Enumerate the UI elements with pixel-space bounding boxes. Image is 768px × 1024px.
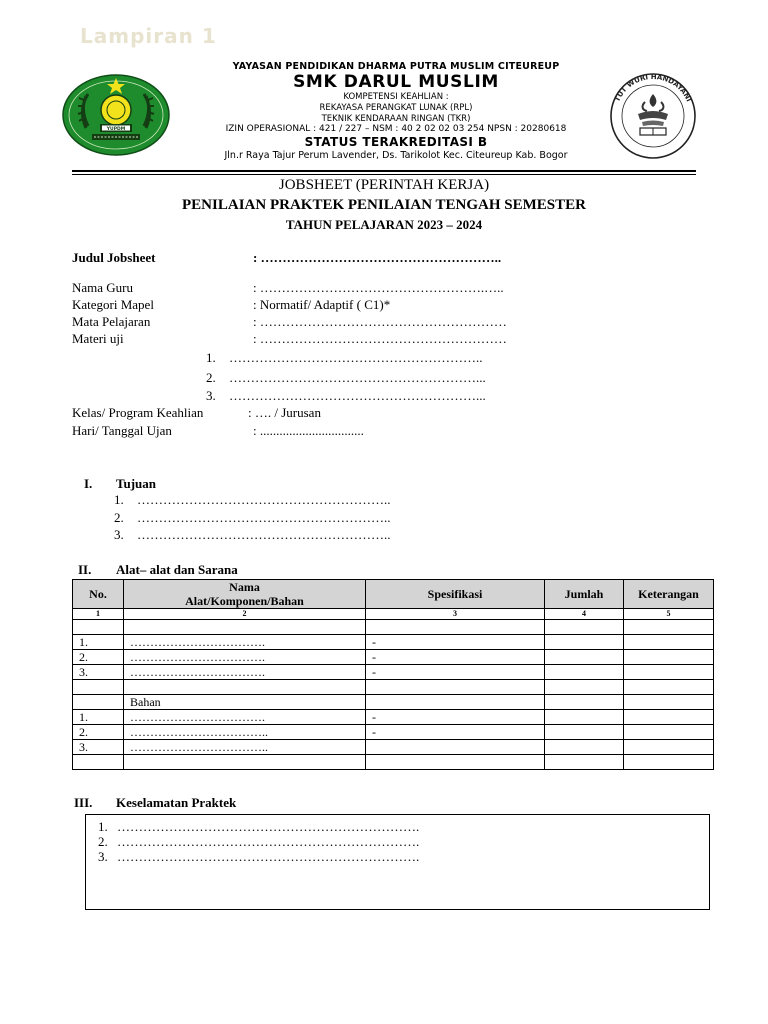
table-row [73, 725, 714, 740]
cell-keterangan[interactable] [624, 665, 714, 680]
materi-item-number: 1. [206, 350, 216, 365]
cell-nama[interactable]: ……………………………. [124, 650, 366, 665]
keselamatan-item-field[interactable]: ……………………………………………………………. [117, 834, 420, 849]
keselamatan-item-number: 1. [98, 819, 108, 834]
cell-spesifikasi[interactable] [366, 755, 545, 770]
letterhead-rule-thick [72, 170, 696, 172]
cell-spesifikasi[interactable] [366, 680, 545, 695]
document-title: JOBSHEET (PERINTAH KERJA) [278, 177, 490, 193]
alat-heading: Alat– alat dan Sarana [116, 562, 238, 577]
foundation-name: YAYASAN PENDIDIKAN DHARMA PUTRA MUSLIM CITEUREUP [232, 61, 560, 72]
keselamatan-item-number: 3. [98, 849, 108, 864]
header-keterangan: Keterangan [624, 580, 714, 609]
cell-nama[interactable]: ……………………………. [124, 665, 366, 680]
guru-label: Nama Guru [72, 280, 134, 295]
cell-keterangan[interactable] [624, 755, 714, 770]
header-nama [124, 580, 366, 609]
keselamatan-heading: Keselamatan Praktek [116, 795, 237, 810]
column-number: 1 [73, 609, 124, 620]
lampiran-watermark: Lampiran 1 [80, 24, 217, 48]
school-address: Jln.r Raya Tajur Perum Lavender, Ds. Tarikolot Kec. Citeureup Kab. Bogor [224, 150, 568, 161]
cell-spesifikasi[interactable]: - [366, 665, 545, 680]
cell-no: 1. [73, 635, 124, 650]
mapel-label: Mata Pelajaran [72, 314, 151, 329]
cell-jumlah[interactable] [545, 665, 624, 680]
tujuan-item-field[interactable]: ………………………………………………….. [137, 492, 391, 507]
cell-keterangan[interactable] [624, 725, 714, 740]
materi-item-number: 3. [206, 388, 216, 403]
column-number: 2 [124, 609, 366, 620]
header-nama-line1: Nama [229, 580, 260, 594]
mapel-field[interactable]: : ………………………………………………… [253, 314, 507, 329]
cell-spesifikasi[interactable]: - [366, 725, 545, 740]
section-number: I. [84, 476, 93, 491]
keselamatan-item-field[interactable]: ……………………………………………………………. [117, 819, 420, 834]
cell-keterangan[interactable] [624, 695, 714, 710]
cell-keterangan[interactable] [624, 650, 714, 665]
table-row [73, 650, 714, 665]
cell-nama[interactable] [124, 755, 366, 770]
competency-title: KOMPETENSI KEAHLIAN : [343, 92, 449, 102]
judul-label: Judul Jobsheet [72, 250, 156, 265]
license-info: IZIN OPERASIONAL : 421 / 227 – NSM : 40 2 02 02 03 254 NPSN : 20280618 [225, 124, 567, 134]
cell-no [73, 620, 124, 635]
cell-spesifikasi[interactable]: - [366, 710, 545, 725]
section-number: III. [74, 795, 93, 810]
cell-jumlah[interactable] [545, 635, 624, 650]
cell-nama[interactable] [124, 680, 366, 695]
cell-no: 3. [73, 665, 124, 680]
column-number-row [73, 609, 714, 620]
table-header-row [73, 580, 714, 609]
cell-keterangan[interactable] [624, 740, 714, 755]
cell-no: 1. [73, 710, 124, 725]
cell-jumlah[interactable] [545, 725, 624, 740]
column-number: 3 [366, 609, 545, 620]
letterhead-rule-thin [72, 174, 696, 175]
header-spesifikasi: Spesifikasi [366, 580, 545, 609]
cell-keterangan[interactable] [624, 680, 714, 695]
header-nama-line2: Alat/Komponen/Bahan [185, 594, 304, 608]
alat-table [72, 579, 714, 770]
school-emblem-logo [62, 74, 170, 156]
cell-jumlah[interactable] [545, 740, 624, 755]
cell-keterangan[interactable] [624, 710, 714, 725]
keselamatan-item-field[interactable]: ……………………………………………………………. [117, 849, 420, 864]
keselamatan-box [85, 814, 710, 910]
table-row [73, 710, 714, 725]
cell-no: 2. [73, 725, 124, 740]
school-name: SMK DARUL MUSLIM [293, 72, 499, 92]
column-number: 4 [545, 609, 624, 620]
materi-item-field[interactable]: ………………………………………………….. [229, 350, 483, 365]
header-jumlah: Jumlah [545, 580, 624, 609]
column-number: 5 [624, 609, 714, 620]
cell-no: 3. [73, 740, 124, 755]
kelas-field[interactable]: : …. / Jurusan [248, 405, 321, 420]
judul-field[interactable]: : ……………………………………………….. [253, 250, 502, 265]
tanggal-label: Hari/ Tanggal Ujan [72, 423, 172, 438]
materi-label: Materi uji [72, 331, 124, 346]
header-no: No. [73, 580, 124, 609]
table-row [73, 695, 714, 710]
cell-spesifikasi[interactable]: - [366, 635, 545, 650]
cell-spesifikasi[interactable] [366, 740, 545, 755]
cell-jumlah[interactable] [545, 680, 624, 695]
tut-wuri-handayani-logo [602, 72, 704, 160]
cell-nama[interactable]: …………………………….. [124, 740, 366, 755]
tujuan-item-number: 3. [114, 527, 124, 542]
materi-item-field[interactable]: …………………………………………………... [229, 370, 486, 385]
table-row [73, 755, 714, 770]
tujuan-item-number: 1. [114, 492, 124, 507]
cell-no [73, 695, 124, 710]
cell-nama[interactable] [124, 620, 366, 635]
cell-jumlah[interactable] [545, 620, 624, 635]
cell-spesifikasi[interactable]: - [366, 650, 545, 665]
table-row [73, 665, 714, 680]
guru-field[interactable]: : …………………………………………….….. [253, 280, 504, 295]
table-row [73, 740, 714, 755]
cell-nama[interactable]: Bahan [124, 695, 366, 710]
cell-jumlah[interactable] [545, 755, 624, 770]
cell-nama[interactable]: …………………………….. [124, 725, 366, 740]
competency-rpl: REKAYASA PERANGKAT LUNAK (RPL) [319, 103, 473, 113]
cell-nama[interactable]: ……………………………. [124, 635, 366, 650]
cell-jumlah[interactable] [545, 650, 624, 665]
cell-spesifikasi[interactable] [366, 620, 545, 635]
table-row [73, 680, 714, 695]
cell-keterangan[interactable] [624, 635, 714, 650]
tujuan-item-number: 2. [114, 510, 124, 525]
academic-year: TAHUN PELAJARAN 2023 – 2024 [285, 217, 483, 232]
tanggal-field[interactable]: : ................................ [253, 423, 364, 438]
tujuan-item-field[interactable]: ………………………………………………….. [137, 527, 391, 542]
cell-spesifikasi[interactable] [366, 695, 545, 710]
emblem-logo-text: YUPDM [106, 127, 126, 132]
competency-tkr: TEKNIK KENDARAAN RINGAN (TKR) [321, 114, 471, 124]
accreditation-status: STATUS TERAKREDITASI B [304, 135, 488, 149]
section-number: II. [78, 562, 92, 577]
cell-keterangan[interactable] [624, 620, 714, 635]
kategori-field[interactable]: : Normatif/ Adaptif ( C1)* [253, 297, 391, 312]
assessment-title: PENILAIAN PRAKTEK PENILAIAN TENGAH SEMESTER [182, 197, 586, 213]
materi-item-field[interactable]: …………………………………………………... [229, 388, 486, 403]
cell-jumlah[interactable] [545, 710, 624, 725]
cell-no [73, 755, 124, 770]
materi-field[interactable]: : ………………………………………………… [253, 331, 507, 346]
tut-wuri-motto: TUT WURI HANDAYANI [613, 72, 693, 103]
cell-nama[interactable]: ……………………………. [124, 710, 366, 725]
table-row [73, 620, 714, 635]
keselamatan-item-number: 2. [98, 834, 108, 849]
cell-no [73, 680, 124, 695]
materi-item-number: 2. [206, 370, 216, 385]
tujuan-item-field[interactable]: ………………………………………………….. [137, 510, 391, 525]
kategori-label: Kategori Mapel [72, 297, 154, 312]
kelas-label: Kelas/ Program Keahlian [72, 405, 204, 420]
cell-jumlah[interactable] [545, 695, 624, 710]
tujuan-heading: Tujuan [116, 476, 156, 491]
table-row [73, 635, 714, 650]
cell-no: 2. [73, 650, 124, 665]
